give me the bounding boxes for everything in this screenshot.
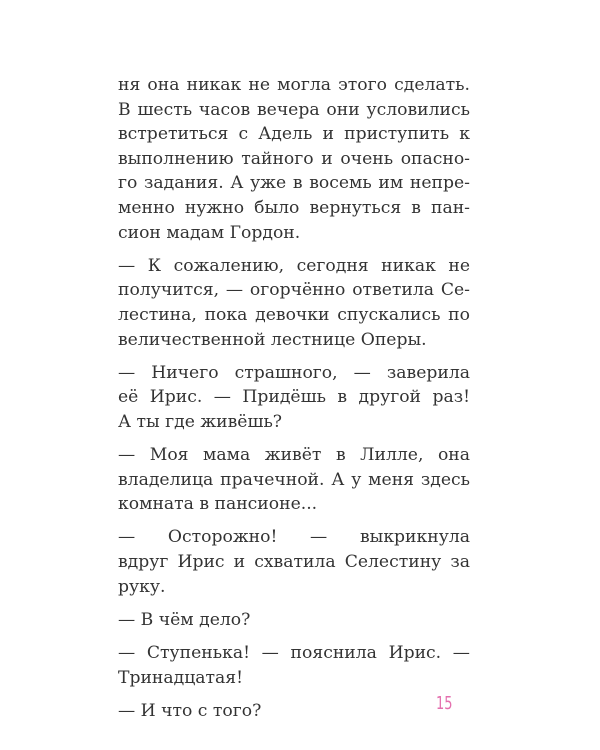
text-line: величественной лестнице Оперы. (118, 329, 427, 350)
paragraph-dialogue (118, 641, 470, 690)
text-line: — Ступенька! — пояснила Ирис. — (118, 643, 470, 664)
text-line: её Ирис. — Придёшь в другой раз! (118, 387, 470, 408)
paragraph-dialogue (118, 443, 470, 517)
text-line: выполнению тайного и очень опасно- (118, 148, 470, 169)
text-line: получится, — огорчённо ответила Се- (118, 280, 470, 301)
text-line: — И что с того? (118, 700, 262, 721)
text-line: — Ничего страшного, — заверила (118, 362, 470, 383)
text-line: руку. (118, 576, 166, 597)
text-line: Тринадцатая! (118, 667, 244, 688)
text-line: — Осторожно! — выкрикнула (118, 527, 470, 548)
paragraph-dialogue (118, 361, 470, 435)
text-line: менно нужно было вернуться в пан- (118, 197, 470, 218)
text-line: А ты где живёшь? (118, 411, 283, 432)
paragraph-dialogue (118, 699, 470, 724)
text-line: — В чём дело? (118, 609, 251, 630)
text-line: сион мадам Гордон. (118, 222, 301, 243)
text-line: встретиться с Адель и приступить к (118, 124, 470, 145)
page-text (118, 73, 470, 723)
paragraph-continued (118, 73, 470, 245)
paragraph-dialogue (118, 608, 470, 633)
paragraph-dialogue (118, 254, 470, 352)
text-line: комната в пансионе... (118, 494, 318, 515)
paragraph-dialogue (118, 525, 470, 599)
text-line: го задания. А уже в восемь им непре- (118, 173, 470, 194)
text-line: — Моя мама живёт в Лилле, она (118, 445, 470, 466)
text-line: В шесть часов вечера они условились (118, 99, 470, 120)
text-line: ня она никак не могла этого сделать. (118, 75, 470, 95)
text-line: владелица прачечной. А у меня здесь (118, 469, 470, 490)
page-number: 15 (436, 693, 453, 714)
text-line: — К сожалению, сегодня никак не (118, 255, 470, 276)
text-line: вдруг Ирис и схватила Селестину за (118, 552, 470, 573)
text-line: лестина, пока девочки спускались по (118, 304, 470, 325)
